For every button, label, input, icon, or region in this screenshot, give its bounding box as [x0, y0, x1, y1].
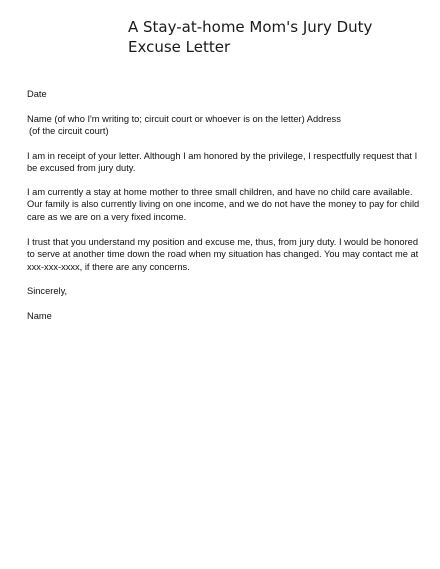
address-line-2: (of the circuit court)	[29, 126, 109, 137]
letter-title: A Stay-at-home Mom's Jury Duty Excuse Letter	[128, 18, 373, 56]
recipient-address	[27, 113, 427, 138]
paragraph-request: I am in receipt of your letter. Although I am honored by the privilege, I respectfully request that I be excused from jury duty.	[27, 151, 418, 174]
paragraph-situation: I am currently a stay at home mother to three small children, and have no child care available. Our family is also currently living on one income, and we do not have the money to pay for child care as we are on a very fixed income.	[27, 187, 420, 222]
signature-name: Name	[27, 311, 52, 321]
closing: Sincerely,	[27, 286, 68, 296]
paragraph-conclusion: I trust that you understand my position and excuse me, thus, from jury duty. I would be honored to serve at another time down the road when my situation has changed. You may contact me at xxx-xxx-xxxx, if there are any concerns.	[27, 237, 419, 272]
address-line-1: Name (of who I'm writing to; circuit court or whoever is on the letter) Address	[27, 114, 341, 124]
date-label: Date	[27, 89, 47, 99]
